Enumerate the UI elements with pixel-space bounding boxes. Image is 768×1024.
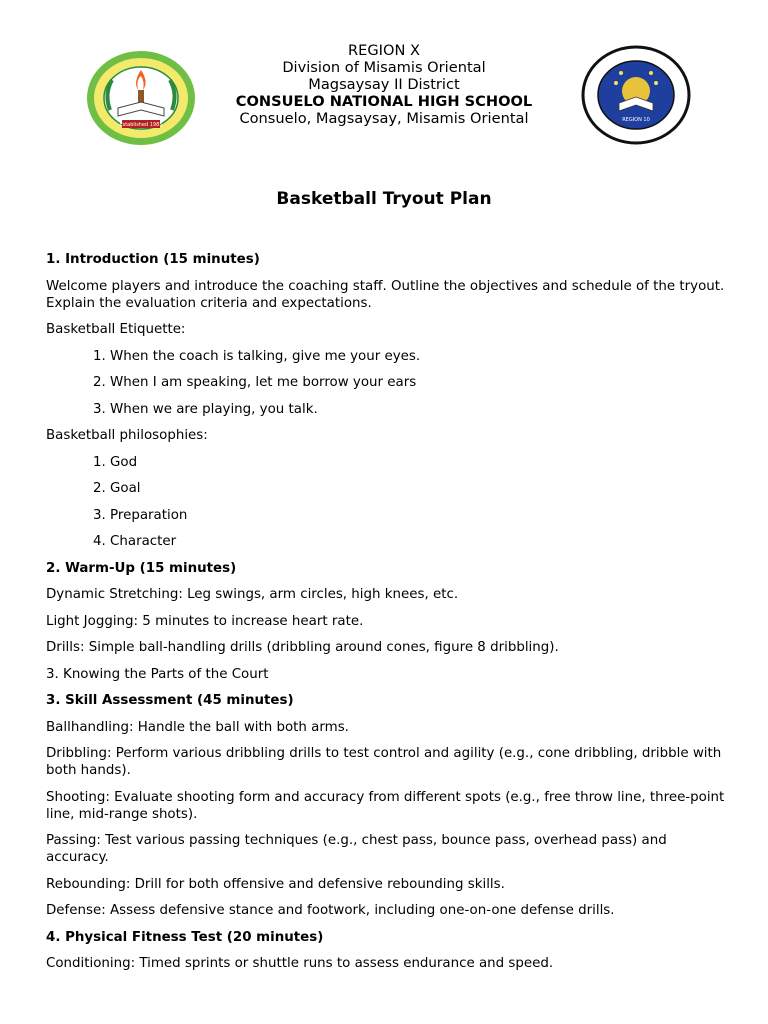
page-title: Basketball Tryout Plan xyxy=(276,189,492,209)
school-name: CONSUELO NATIONAL HIGH SCHOOL xyxy=(235,93,533,110)
paragraph: Basketball philosophies: xyxy=(46,428,208,443)
section-heading: 1. Introduction (15 minutes) xyxy=(46,252,260,267)
section-heading: 3. Skill Assessment (45 minutes) xyxy=(46,693,294,708)
district-line: Magsaysay II District xyxy=(308,76,460,93)
paragraph: Drills: Simple ball-handling drills (dribbling around cones, figure 8 dribbling). xyxy=(46,640,559,655)
letterhead xyxy=(0,40,768,150)
paragraph: Ballhandling: Handle the ball with both arms. xyxy=(46,719,349,735)
deped-seal-icon xyxy=(581,45,691,145)
school-seal-icon xyxy=(86,50,196,146)
list-item: 4. Character xyxy=(93,534,177,549)
paragraph: Rebounding: Drill for both offensive and defensive rebounding skills. xyxy=(46,876,505,892)
paragraph: Light Jogging: 5 minutes to increase heart rate. xyxy=(46,613,364,629)
paragraph: Conditioning: Timed sprints or shuttle runs to assess endurance and speed. xyxy=(46,956,554,971)
paragraph: Dribbling: Perform various dribbling drills to test control and agility (e.g., cone dribbling, dribble with both hands). xyxy=(46,746,722,778)
paragraph: Defense: Assess defensive stance and footwork, including one-on-one defense drills. xyxy=(46,903,615,918)
paragraph: Passing: Test various passing techniques (e.g., chest pass, bounce pass, overhead pass) and accuracy. xyxy=(46,833,667,865)
list-item: 3. Preparation xyxy=(93,507,188,523)
document-body xyxy=(46,251,726,982)
list-item: 1. God xyxy=(93,454,138,470)
paragraph: Welcome players and introduce the coaching staff. Outline the objectives and schedule of the tryout. Explain the evaluation criteria and expectations. xyxy=(46,278,725,311)
list-item: 2. When I am speaking, let me borrow your ears xyxy=(93,375,417,390)
paragraph: Shooting: Evaluate shooting form and accuracy from different spots (e.g., free throw line, three-point line, mid-range shots). xyxy=(46,789,725,822)
paragraph: 3. Knowing the Parts of the Court xyxy=(46,666,269,682)
section-heading: 4. Physical Fitness Test (20 minutes) xyxy=(46,929,324,945)
list-item: 3. When we are playing, you talk. xyxy=(93,401,318,417)
seal-banner: Established 1985 xyxy=(119,122,163,128)
paragraph: Dynamic Stretching: Leg swings, arm circles, high knees, etc. xyxy=(46,587,459,602)
list-item: 1. When the coach is talking, give me your eyes. xyxy=(93,348,421,364)
address-line: Consuelo, Magsaysay, Misamis Oriental xyxy=(239,110,529,127)
section-heading: 2. Warm-Up (15 minutes) xyxy=(46,560,237,576)
seal-region: REGION 10 xyxy=(622,117,650,123)
paragraph: Basketball Etiquette: xyxy=(46,322,186,337)
header-text xyxy=(200,42,568,127)
region-line: REGION X xyxy=(347,42,420,59)
division-line: Division of Misamis Oriental xyxy=(282,59,486,76)
list-item: 2. Goal xyxy=(93,481,141,496)
